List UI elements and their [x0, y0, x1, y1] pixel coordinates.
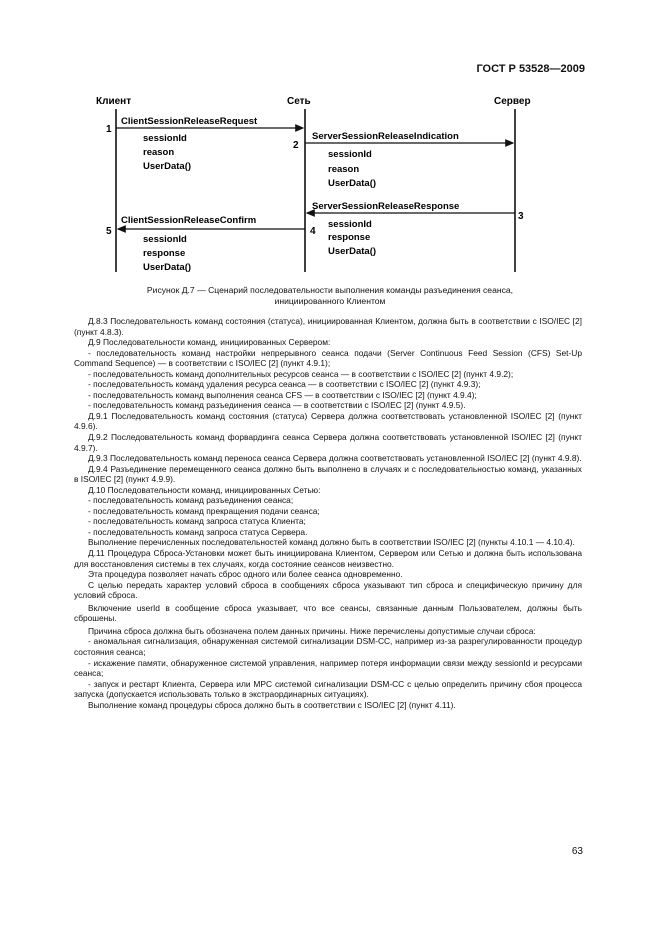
message-1-param: reason	[143, 147, 175, 158]
message-3-param: response	[328, 232, 371, 243]
message-1-param: UserData()	[143, 161, 192, 172]
message-3-param: sessionId	[328, 219, 372, 230]
message-5-param: response	[143, 248, 186, 259]
list-item: - запуск и рестарт Клиента, Сервера или MPC системой сигнализации DSM-CC с целью определить причину сбоя процесса запуска (допускается использовать только в экстраординарных ситуациях).	[74, 678, 582, 700]
list-item: - последовательность команд выполнения сеанса CFS — в соответствии с ISO/IEC [2] (пункт 4.9.4);	[88, 389, 477, 400]
step-number-3: 3	[518, 211, 524, 222]
list-item: - последовательность команд удаления ресурса сеанса — в соответствии с ISO/IEC [2] (пункт 4.9.3);	[88, 379, 481, 390]
message-2-name: ServerSessionReleaseIndication	[312, 131, 459, 142]
figure-caption-line: инициированного Клиентом	[274, 296, 386, 306]
figure-caption	[100, 285, 560, 307]
list-item: - последовательность команд разъединения сеанса;	[88, 495, 294, 506]
message-3-param: UserData()	[328, 246, 377, 257]
paragraph: Выполнение команд процедуры сброса должно быть в соответствии с ISO/IEC [2] (пункт 4.11).	[88, 699, 456, 710]
document-standard-number: ГОСТ Р 53528—2009	[476, 63, 585, 75]
document-body	[74, 316, 582, 710]
actor-server: Сервер	[494, 96, 531, 107]
paragraph: Причина сброса должна быть обозначена полем данных причины. Ниже перечислены допустимые случаи сброса:	[88, 625, 536, 636]
paragraph: Эта процедура позволяет начать сброс одного или более сеанса одновременно.	[88, 569, 403, 580]
message-2-param: reason	[328, 164, 360, 175]
paragraph: С целью передать характер условий сброса в сообщениях сброса указывают тип сброса и специфическую причину для условий сброса.	[74, 579, 582, 601]
message-2-param: sessionId	[328, 149, 372, 160]
paragraph: Д.10 Последовательности команд, инициированных Сетью:	[88, 484, 321, 495]
figure-caption-line: Рисунок Д.7 — Сценарий последовательности выполнения команды разъединения сеанса,	[146, 285, 514, 295]
step-number-1: 1	[106, 124, 112, 135]
list-item: - последовательность команд дополнительных ресурсов сеанса — в соответствии с ISO/IEC [2] (пункт 4.9.2);	[88, 368, 514, 379]
list-item: - последовательность команд запроса статуса Клиента;	[88, 516, 306, 527]
message-2-param: UserData()	[328, 178, 377, 189]
list-item: - последовательность команд прекращения подачи сеанса;	[88, 505, 320, 516]
list-item: - последовательность команд запроса статуса Сервера.	[88, 526, 308, 537]
paragraph: Д.9.2 Последовательность команд форвардинга сеанса Сервера должна соответствовать установленной ISO/IEC [2] (пункт 4.9.7).	[74, 432, 582, 453]
page-number: 63	[571, 846, 583, 857]
paragraph: Д.9.3 Последовательность команд переноса сеанса Сервера должна соответствовать установленной ISO/IEC [2] (пункт 4.9.8).	[88, 453, 582, 464]
paragraph: Включение userId в сообщение сброса указывает, что все сеансы, связанные данным Пользователем, должны быть сброшены.	[74, 602, 582, 624]
message-5-param: UserData()	[143, 262, 192, 273]
paragraph: Д.9 Последовательности команд, инициированных Сервером:	[88, 337, 331, 348]
step-number-5: 5	[106, 226, 112, 237]
message-1-param: sessionId	[143, 133, 187, 144]
paragraph: Выполнение перечисленных последовательностей команд должно быть в соответствии ISO/IEC [2] (пункты 4.10.1 — 4.10.4).	[88, 537, 575, 548]
message-5-name: ClientSessionReleaseConfirm	[121, 215, 257, 226]
paragraph: Д.9.1 Последовательность команд состояния (статуса) Сервера должна соответствовать установленной ISO/IEC [2] (пункт 4.9.6).	[74, 410, 582, 432]
list-item: - последовательность команд разъединения сеанса — в соответствии с ISO/IEC [2] (пункт 4.9.5).	[88, 400, 466, 411]
message-5-param: sessionId	[143, 234, 187, 245]
actor-client: Клиент	[96, 96, 132, 107]
paragraph: Д.9.4 Разъединение перемещенного сеанса должно быть выполнено в случаях и с последовательностью команд, указанных в ISO/IEC [2] (пункт 4.9.9).	[74, 463, 582, 485]
list-item: - искажение памяти, обнаруженное системой управления, например потеря информации связи между sessionId и ресурсами сеанса;	[74, 657, 582, 679]
step-number-2: 2	[293, 140, 299, 151]
actor-network: Сеть	[287, 96, 311, 107]
sequence-diagram	[0, 0, 661, 290]
step-number-4: 4	[310, 226, 316, 237]
list-item: - последовательность команд настройки непрерывного сеанса подачи (Server Continuous Feed Session (CFS) Set-Up Command Sequence) — в соответствии с ISO/IEC [2] (пункт 4.9.1);	[74, 347, 582, 369]
list-item: - аномальная сигнализация, обнаруженная системой сигнализации DSM-CC, например из-за разрегулированности процедур состояния сеанса;	[74, 636, 582, 657]
message-3-name: ServerSessionReleaseResponse	[312, 201, 460, 212]
paragraph: Д.8.3 Последовательность команд состояния (статуса), инициированная Клиентом, должна быть в соответствии с ISO/IEC [2] (пункт 4.8.3).	[74, 316, 582, 337]
paragraph: Д.11 Процедура Сброса-Установки может быть инициирована Клиентом, Сервером или Сетью и должна быть использована для восстановления системы в тех случаях, когда состояние сеансов неизвестно.	[74, 548, 582, 569]
message-1-name: ClientSessionReleaseRequest	[121, 116, 258, 127]
